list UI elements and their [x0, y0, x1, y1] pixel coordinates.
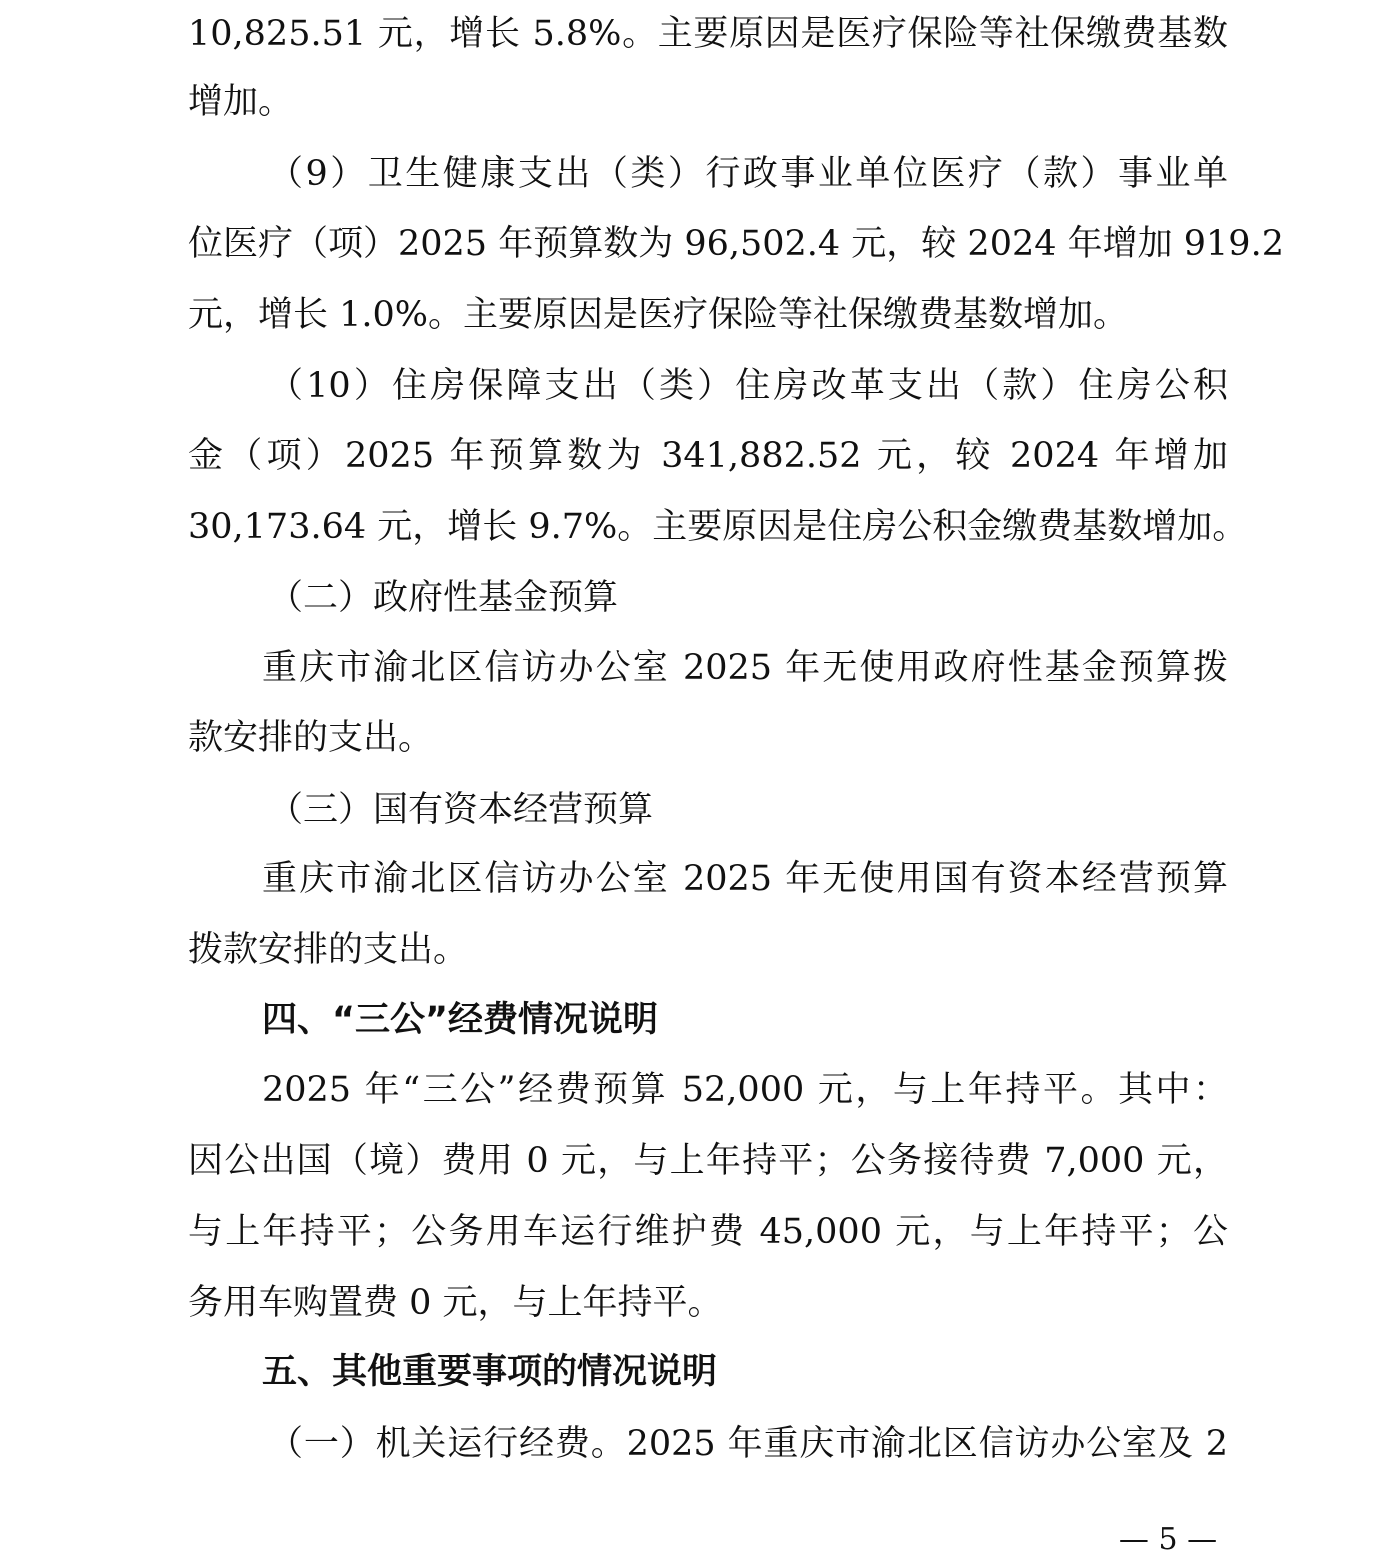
body-text-line: 元，增长 1.0%。主要原因是医疗保险等社保缴费基数增加。	[188, 295, 1129, 335]
section-heading: 四、“三公”经费情况说明	[262, 1000, 659, 1040]
body-text-line: 拨款安排的支出。	[188, 930, 469, 970]
body-text-line: 重庆市渝北区信访办公室 2025 年无使用国有资本经营预算	[262, 859, 1228, 899]
body-text-line: 10,825.51 元，增长 5.8%。主要原因是医疗保险等社保缴费基数	[188, 14, 1228, 54]
body-text-line: 务用车购置费 0 元，与上年持平。	[188, 1283, 723, 1323]
body-text-line: 2025 年“三公”经费预算 52,000 元，与上年持平。其中：	[262, 1070, 1228, 1110]
subsection-heading: （三）国有资本经营预算	[268, 790, 654, 830]
subsection-heading: （二）政府性基金预算	[268, 578, 619, 618]
section-heading: 五、其他重要事项的情况说明	[262, 1352, 718, 1392]
body-text-line: 与上年持平；公务用车运行维护费 45,000 元，与上年持平；公	[188, 1212, 1228, 1252]
body-text-line: 金（项）2025 年预算数为 341,882.52 元，较 2024 年增加	[188, 436, 1228, 476]
body-text-line: 款安排的支出。	[188, 718, 434, 758]
body-text-line: 重庆市渝北区信访办公室 2025 年无使用政府性基金预算拨	[262, 648, 1228, 688]
body-text-line: 30,173.64 元，增长 9.7%。主要原因是住房公积金缴费基数增加。	[188, 507, 1248, 547]
page-number: — 5 —	[1118, 1522, 1218, 1557]
body-text-line: 增加。	[188, 82, 294, 122]
body-text-line: （9）卫生健康支出（类）行政事业单位医疗（款）事业单	[268, 154, 1228, 194]
body-text-line: 位医疗（项）2025 年预算数为 96,502.4 元，较 2024 年增加 919.2	[188, 224, 1284, 264]
body-text-line: （一）机关运行经费。2025 年重庆市渝北区信访办公室及 2	[268, 1424, 1228, 1464]
body-text-line: （10）住房保障支出（类）住房改革支出（款）住房公积	[268, 366, 1228, 406]
body-text-line: 因公出国（境）费用 0 元，与上年持平；公务接待费 7,000 元，	[188, 1141, 1228, 1181]
